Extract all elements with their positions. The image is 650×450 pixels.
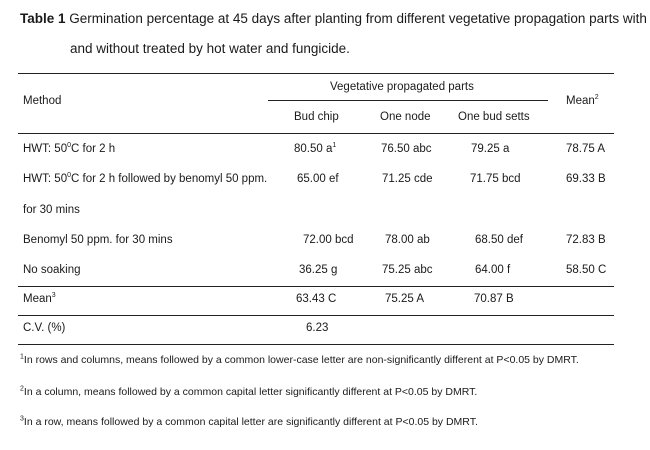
footnote-1: $^1$In rows and columns, means followed by a common lower-case letter are non-significantly different at P<0.05 by DMRT. — [20, 353, 579, 366]
row-1-mean: 78.75 A — [566, 143, 606, 155]
cv-row-label: C.V. (%) — [23, 322, 66, 334]
row-2-method-cont: for 30 mins — [23, 204, 80, 216]
table-caption — [20, 11, 647, 26]
mean-row-top-rule — [18, 286, 614, 287]
footnote-3: $^3$In a row, means followed by a common capital letter are significantly different at P<0.05 by DMRT. — [20, 415, 478, 428]
row-4-one-node: 75.25 abc — [382, 264, 433, 276]
header-col-one-node: One node — [380, 111, 431, 123]
row-3-one-bud-setts: 68.50 def — [475, 234, 523, 246]
header-group: Vegetative propagated parts — [330, 81, 474, 93]
row-3-mean: 72.83 B — [566, 234, 606, 246]
row-2-method: HWT: $50^0C$ for 2 h followed by benomyl 50 ppm. — [23, 172, 268, 185]
mean-row-bottom-rule — [18, 315, 614, 316]
table-top-rule — [18, 73, 614, 74]
header-method: Method — [23, 95, 62, 107]
footnote-2: $^2$In a column, means followed by a common capital letter significantly different at P<0.05 by DMRT. — [20, 385, 478, 398]
row-4-method: No soaking — [23, 264, 81, 276]
table-label: Table 1 — [20, 11, 66, 26]
row-4-mean: 58.50 C — [566, 264, 607, 276]
row-2-one-bud-setts: 71.75 bcd — [470, 173, 521, 185]
mean-row-label: Mean$^3$ — [23, 292, 56, 305]
row-1-method: HWT: $50^0C$ for 2 h — [23, 142, 116, 155]
row-3-one-node: 78.00 ab — [385, 234, 430, 246]
header-bottom-rule — [18, 133, 614, 134]
row-2-bud-chip: 65.00 ef — [297, 173, 339, 185]
row-1-bud-chip: 80.50 $a^1$ — [294, 142, 337, 155]
mean-row-bud-chip: 63.43 C — [296, 293, 337, 305]
row-4-bud-chip: 36.25 g — [299, 264, 338, 276]
mean-row-one-bud-setts: 70.87 B — [474, 293, 514, 305]
mean-row-one-node: 75.25 A — [385, 293, 425, 305]
table-bottom-rule — [18, 344, 614, 345]
caption-line-2: and without treated by hot water and fungicide. — [70, 41, 350, 56]
row-2-mean: 69.33 B — [566, 173, 606, 185]
cv-row-value: 6.23 — [306, 322, 329, 334]
header-col-one-bud-setts: One bud setts — [458, 111, 530, 123]
row-1-one-node: 76.50 abc — [381, 143, 432, 155]
row-2-one-node: 71.25 cde — [382, 173, 433, 185]
header-mean: Mean$^2$ — [566, 94, 599, 107]
row-1-one-bud-setts: 79.25 a — [471, 143, 510, 155]
row-3-bud-chip: 72.00 bcd — [303, 234, 354, 246]
row-3-method: Benomyl 50 ppm. for 30 mins — [23, 234, 173, 246]
header-col-bud-chip: Bud chip — [294, 111, 339, 123]
group-header-rule — [268, 100, 548, 101]
caption-line-1: Germination percentage at 45 days after planting from different vegetative propagation parts with — [69, 11, 647, 26]
row-4-one-bud-setts: 64.00 f — [475, 264, 511, 276]
